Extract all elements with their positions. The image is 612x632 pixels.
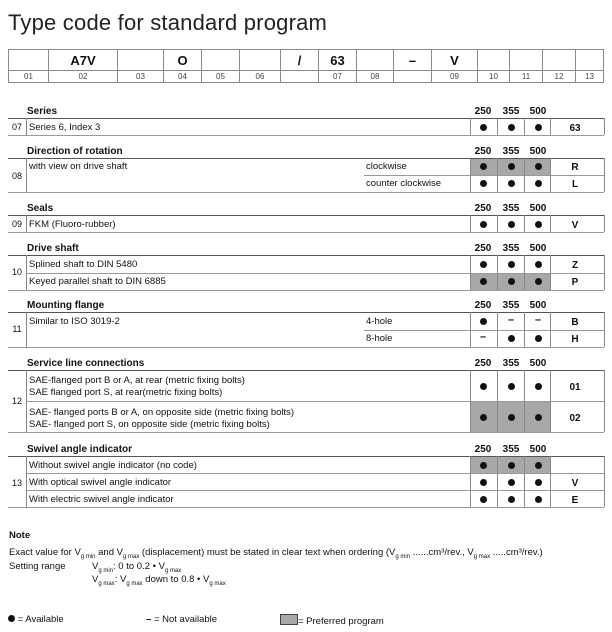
column-divider xyxy=(604,456,605,507)
column-divider xyxy=(497,370,498,432)
option-text: With optical swivel angle indicator xyxy=(29,477,172,488)
section-number: 07 xyxy=(11,122,22,132)
note-line-1: Exact value for $V_{g min}$ and $V_{g max}$ (displacement) must be stated in clear text when ordering ($V_{g min}$ ......cm³/rev., $V_{g max}$ .....cm³/rev.) xyxy=(9,547,543,560)
column-divider xyxy=(550,456,551,507)
availability-mark: – xyxy=(534,314,542,326)
size-355-header: 355 xyxy=(502,146,520,157)
column-divider xyxy=(524,312,525,347)
column-divider xyxy=(470,370,471,432)
column-divider xyxy=(604,215,605,232)
code-position-number: 03 xyxy=(117,71,163,83)
section-heading-seals: Seals xyxy=(27,203,54,214)
column-divider xyxy=(497,312,498,347)
column-divider xyxy=(524,118,525,135)
column-divider xyxy=(497,215,498,232)
option-label-clockwise: clockwise xyxy=(366,161,407,172)
availability-mark xyxy=(497,178,525,190)
section-heading-series: Series xyxy=(27,106,58,117)
availability-mark xyxy=(524,477,552,489)
option-code: V xyxy=(571,220,579,231)
code-position-number xyxy=(393,71,431,83)
size-355-header: 355 xyxy=(502,300,520,311)
size-250-header: 250 xyxy=(474,243,492,254)
page-title: Type code for standard program xyxy=(8,10,328,35)
availability-mark: – xyxy=(507,314,515,326)
column-divider xyxy=(550,118,551,135)
option-code: 02 xyxy=(569,413,581,424)
code-position-number: 04 xyxy=(163,71,201,83)
column-divider xyxy=(604,312,605,347)
option-text: SAE- flanged ports B or A, on opposite side (metric fixing bolts) xyxy=(29,407,295,418)
option-code: L xyxy=(571,179,579,190)
size-355-header: 355 xyxy=(502,444,520,455)
size-250-header: 250 xyxy=(474,146,492,157)
code-position-box xyxy=(575,49,604,71)
legend-not-available: – = Not available xyxy=(146,614,218,625)
availability-mark xyxy=(469,316,497,328)
code-position-number: 09 xyxy=(431,71,477,83)
option-text: With electric swivel angle indicator xyxy=(29,494,174,505)
size-500-header: 500 xyxy=(529,300,547,311)
availability-mark xyxy=(469,178,497,190)
code-position-number: 02 xyxy=(48,71,117,83)
availability-mark xyxy=(497,333,525,345)
size-250-header: 250 xyxy=(474,444,492,455)
availability-mark xyxy=(524,333,552,345)
option-code: P xyxy=(571,277,579,288)
option-code: Z xyxy=(571,260,579,271)
setting-range-min: $V_{g min}$: 0 to 0.2 • $V_{g max}$ xyxy=(92,561,182,574)
availability-mark xyxy=(524,276,552,288)
column-divider xyxy=(470,312,471,347)
availability-mark xyxy=(497,477,525,489)
option-text: FKM (Fluoro-rubber) xyxy=(29,219,116,230)
size-250-header: 250 xyxy=(474,358,492,369)
column-divider xyxy=(550,370,551,432)
code-position-number: 07 xyxy=(318,71,356,83)
section-number: 09 xyxy=(11,219,22,229)
code-position-box: – xyxy=(393,49,431,71)
code-position-box: A7V xyxy=(48,49,117,71)
code-position-box xyxy=(239,49,280,71)
availability-mark xyxy=(469,219,497,231)
size-500-header: 500 xyxy=(529,146,547,157)
availability-mark xyxy=(524,259,552,271)
mark-500 xyxy=(524,122,552,134)
code-position-number: 01 xyxy=(8,71,48,83)
code-position-box xyxy=(8,49,48,71)
availability-mark xyxy=(524,460,552,472)
column-divider xyxy=(470,255,471,290)
option-text: Without swivel angle indicator (no code) xyxy=(29,460,197,471)
availability-mark xyxy=(497,460,525,472)
code-position-number: 08 xyxy=(356,71,393,83)
shaded-box-icon xyxy=(280,614,298,625)
option-code: 63 xyxy=(569,123,581,134)
column-divider xyxy=(604,255,605,290)
availability-mark xyxy=(497,494,525,506)
option-label-8-hole: 8-hole xyxy=(366,333,393,344)
column-divider xyxy=(497,255,498,290)
column-divider xyxy=(524,370,525,432)
availability-mark xyxy=(524,412,552,424)
availability-mark xyxy=(497,276,525,288)
option-code: R xyxy=(571,162,579,173)
option-code: H xyxy=(571,334,579,345)
column-divider xyxy=(524,215,525,232)
note-heading: Note xyxy=(9,530,31,541)
option-code: B xyxy=(571,317,579,328)
code-position-box xyxy=(542,49,575,71)
column-divider xyxy=(604,370,605,432)
availability-mark xyxy=(497,219,525,231)
option-label-4-hole: 4-hole xyxy=(366,316,393,327)
availability-mark xyxy=(469,381,497,393)
column-divider xyxy=(550,215,551,232)
option-text: with view on drive shaft xyxy=(29,161,128,172)
size-355-header: 355 xyxy=(502,358,520,369)
option-code: 01 xyxy=(569,382,581,393)
column-divider xyxy=(604,118,605,135)
code-position-box xyxy=(201,49,239,71)
size-355-header: 355 xyxy=(502,243,520,254)
column-divider xyxy=(550,312,551,347)
code-position-box xyxy=(477,49,509,71)
column-divider xyxy=(470,118,471,135)
column-divider xyxy=(550,255,551,290)
column-divider xyxy=(470,215,471,232)
column-divider xyxy=(470,158,471,192)
code-position-box xyxy=(356,49,393,71)
column-divider xyxy=(604,158,605,192)
availability-mark xyxy=(524,381,552,393)
size-500-header: 500 xyxy=(529,106,547,117)
code-position-number: 10 xyxy=(477,71,509,83)
column-divider xyxy=(550,158,551,192)
availability-mark xyxy=(524,494,552,506)
size-500-header: 500 xyxy=(529,243,547,254)
column-divider xyxy=(497,158,498,192)
option-text: Series 6, Index 3 xyxy=(29,122,101,133)
availability-mark xyxy=(524,161,552,173)
code-position-number xyxy=(280,71,318,83)
section-heading-service-line: Service line connections xyxy=(27,358,145,369)
size-500-header: 500 xyxy=(529,444,547,455)
code-position-number: 12 xyxy=(542,71,575,83)
size-250-header: 250 xyxy=(474,106,492,117)
section-heading-swivel-angle: Swivel angle indicator xyxy=(27,444,133,455)
code-position-box: 63 xyxy=(318,49,356,71)
availability-mark xyxy=(469,259,497,271)
option-text: Similar to ISO 3019-2 xyxy=(29,316,120,327)
section-heading-mounting-flange: Mounting flange xyxy=(27,300,105,311)
availability-mark xyxy=(524,219,552,231)
code-position-box: / xyxy=(280,49,318,71)
column-divider xyxy=(524,255,525,290)
availability-mark xyxy=(469,477,497,489)
code-position-box: V xyxy=(431,49,477,71)
setting-range-label: Setting range xyxy=(9,561,66,572)
size-250-header: 250 xyxy=(474,300,492,311)
option-label-counter-clockwise: counter clockwise xyxy=(366,178,441,189)
option-text: SAE- flanged port S, on opposite side (metric fixing bolts) xyxy=(29,419,270,430)
availability-mark xyxy=(497,161,525,173)
code-position-box xyxy=(117,49,163,71)
section-number: 08 xyxy=(11,171,22,181)
section-number: 10 xyxy=(11,267,22,277)
size-500-header: 500 xyxy=(529,203,547,214)
size-355-header: 355 xyxy=(502,203,520,214)
availability-mark xyxy=(497,259,525,271)
section-number: 11 xyxy=(12,324,22,334)
option-text: SAE flanged port S, at rear(metric fixing bolts) xyxy=(29,387,223,398)
code-position-number: 06 xyxy=(239,71,280,83)
availability-mark xyxy=(497,381,525,393)
availability-mark xyxy=(497,412,525,424)
size-250-header: 250 xyxy=(474,203,492,214)
availability-mark xyxy=(469,494,497,506)
setting-range-max: $V_{g max}$: $V_{g max}$ down to 0.8 • $V_{g max}$ xyxy=(92,574,226,587)
size-500-header: 500 xyxy=(529,358,547,369)
mark-250 xyxy=(469,122,497,134)
availability-mark xyxy=(469,276,497,288)
availability-mark xyxy=(469,460,497,472)
mark-355 xyxy=(497,122,525,134)
code-position-number: 05 xyxy=(201,71,239,83)
column-divider xyxy=(470,456,471,507)
section-number: 12 xyxy=(11,396,22,406)
code-position-number: 13 xyxy=(575,71,604,83)
availability-mark xyxy=(469,161,497,173)
option-text: SAE-flanged port B or A, at rear (metric fixing bolts) xyxy=(29,375,245,386)
section-heading-rotation: Direction of rotation xyxy=(27,146,123,157)
code-position-number: 11 xyxy=(509,71,542,83)
size-355-header: 355 xyxy=(502,106,520,117)
type-code-row xyxy=(8,49,604,83)
availability-mark xyxy=(469,412,497,424)
availability-mark: – xyxy=(479,331,487,343)
section-heading-drive-shaft: Drive shaft xyxy=(27,243,79,254)
option-text: Keyed parallel shaft to DIN 6885 xyxy=(29,276,166,287)
column-divider xyxy=(497,118,498,135)
availability-mark xyxy=(524,178,552,190)
option-code: E xyxy=(571,495,579,506)
dot-icon xyxy=(8,615,15,622)
column-divider xyxy=(497,456,498,507)
code-position-box xyxy=(509,49,542,71)
legend-preferred: = Preferred program xyxy=(280,614,384,627)
column-divider xyxy=(524,158,525,192)
legend-available: = Available xyxy=(8,614,64,625)
option-code: V xyxy=(571,478,579,489)
section-number: 13 xyxy=(11,478,22,488)
code-position-box: O xyxy=(163,49,201,71)
option-text: Splined shaft to DIN 5480 xyxy=(29,259,138,270)
column-divider xyxy=(524,456,525,507)
